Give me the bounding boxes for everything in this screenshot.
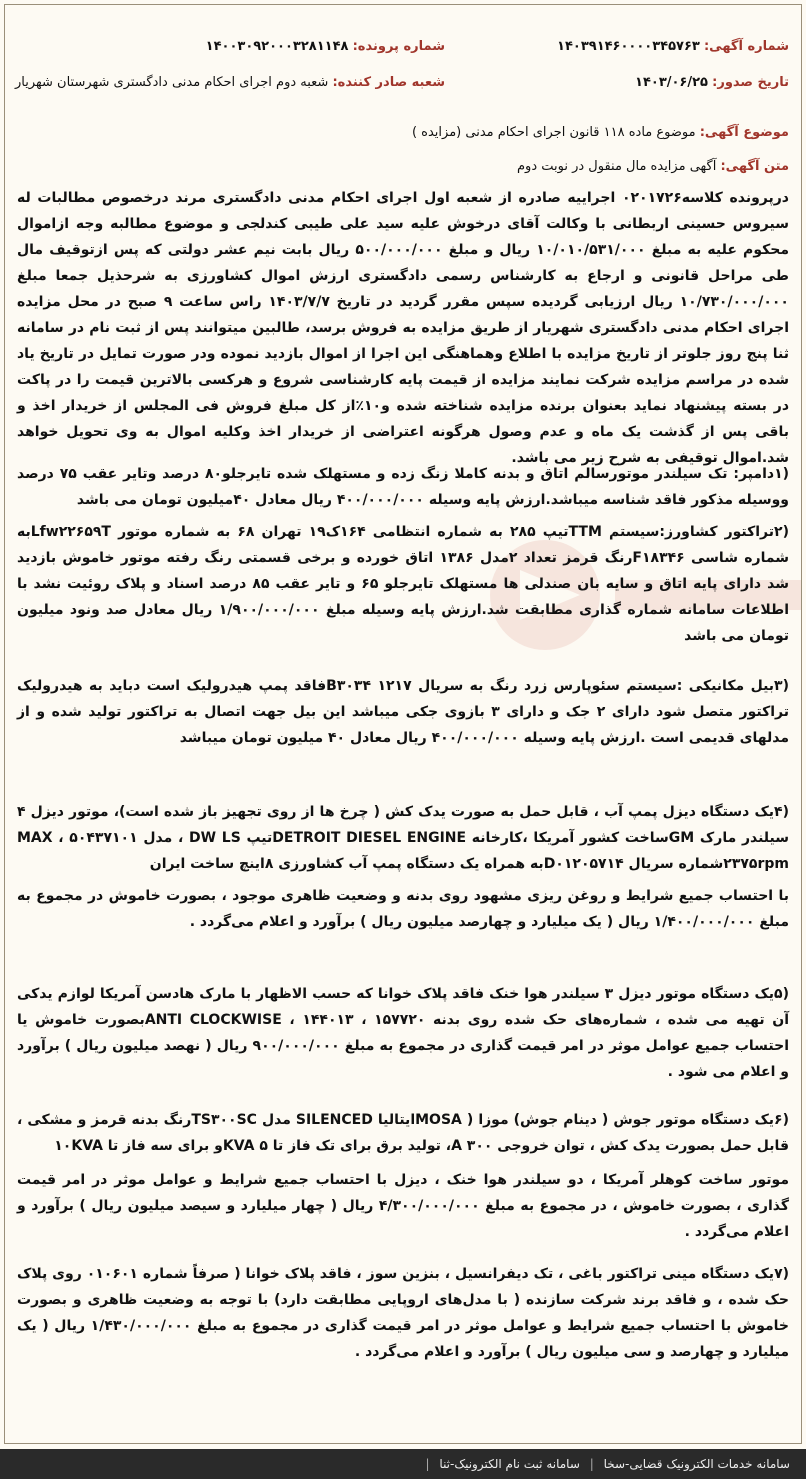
- item-4-paragraph: (۴یک دستگاه دیزل پمپ آب ، قابل حمل به صورت یدک کش ( چرخ ها از روی تجهیز باز شده است)، موتور دیزل ۴ سیلندر مارک GMساخت کشور آمریکا ،کارخانه DETROIT DIESEL ENGINEتیپ DW LS ، مدل MAX ، ۵۰۴۳۷۱۰۱ ۲۳۷۵rpmشماره سریال D۰۱۲۰۵۷۱۴به همراه یک دستگاه پمپ آب کشاورزی ۸اینچ ساخت ایران: [17, 804, 790, 872]
- issue-date-row: [635, 75, 789, 90]
- subject-label: موضوع آگهی:: [699, 125, 789, 140]
- issue-date-label: تاریخ صدور:: [712, 75, 789, 90]
- case-number-label: شماره پرونده:: [352, 39, 445, 54]
- body-title-label: متن آگهی:: [720, 159, 789, 174]
- item-2-paragraph: (۲تراکتور کشاورز:سیستم TTMتیپ ۲۸۵ به شماره انتظامی ۱۶۴ک۱۹ تهران ۶۸ به شماره موتور Lfw۲۲۶۵۹Tبه شماره شاسی F۱۸۳۴۶رنگ قرمز تعداد ۲مدل ۱۳۸۶ اتاق خورده و برخی قسمتی رنگ رفته موتور خاموش بازدید شد دارای پایه اتاق و سایه بان صندلی ها مستهلک تایرجلو ۶۵ و تایر عقب ۸۵ درصد اسناد و پلاک روئیت نشد با اطلاعات سامانه شماره گذاری مطابقت شد.ارزش پایه وسیله مبلغ ۱/۹۰۰/۰۰۰/۰۰۰ ریال معادل صد ونود میلیون تومان می باشد: [17, 524, 790, 644]
- ad-number-label: شماره آگهی:: [703, 39, 789, 54]
- item-1-paragraph: (۱دامپر: تک سیلندر موتورسالم اتاق و بدنه کاملا زنگ زده و مستهلک شده تایرجلو۸۰ درصد وتایر عقب ۷۵ درصد ووسیله مذکور فاقد شناسه میباشد.ارزش پایه وسیله ۴۰۰/۰۰۰/۰۰۰ ریال معادل ۴۰میلیون تومان می باشد: [17, 466, 790, 508]
- footer-separator: |: [589, 1457, 594, 1471]
- issuer-label: شعبه صادر کننده:: [332, 75, 445, 90]
- issue-date-value: ۱۴۰۳/۰۶/۲۵: [635, 75, 708, 90]
- item-6-paragraph: (۶یک دستگاه موتور جوش ( دینام جوش) موزا ( MOSAایتالیا SILENCED مدل TS۳۰۰SCرنگ بدنه قرمز و مشکی ، قابل حمل بصورت یدک کش ، توان خروجی ۳۰۰ A، تولید برق برای تک فاز تا ۵ KVAو برای سه فاز تا ۱۰KVA: [17, 1112, 789, 1154]
- issuer-value: شعبه دوم اجرای احکام مدنی دادگستری شهرستان شهریار: [15, 75, 329, 90]
- subject-row: [412, 125, 789, 140]
- body-title-row: [517, 159, 789, 174]
- subject-value: موضوع ماده ۱۱۸ قانون اجرای احکام مدنی (مزایده ): [411, 125, 696, 140]
- body-title-value: آگهی مزایده مال منقول در نوبت دوم: [517, 159, 717, 174]
- item-3-paragraph: (۳بیل مکانیکی :سیستم سئوپارس زرد رنگ به سریال B۳۰۳۴ ۱۲۱۷فاقد پمپ هیدرولیک است دباید به هیدرولیک تراکتور متصل شود دارای ۲ جک و دارای ۳ بازوی جکی میباشد این بیل جهت اتصال به تراکتور تولید شده و از مدلهای قدیمی است .ارزش پایه وسیله ۴۰۰/۰۰۰/۰۰۰ ریال معادل ۴۰ میلیون تومان میباشد: [17, 678, 790, 746]
- intro-paragraph: درپرونده کلاسه۰۲۰۱۷۲۶ اجراییه صادره از شعبه اول اجرای احکام مدنی دادگستری مرند درخصوص مطالبات له سیروس حسینی اربطانی با وکالت آقای درخوش علیه سید علی طیبی کندلجی و موضوع مطالبه وجه ازاموال محکوم علیه به مبلغ ۱۰/۰۱۰/۵۳۱/۰۰۰ ریال و مبلغ ۵۰۰/۰۰۰/۰۰۰ ریال بابت نیم عشر دولتی که پس ازتوقیف مال طی مراحل قانونی و ارجاع به کارشناس رسمی دادگستری ارزش اموال کشاورزی به شرحذیل جمعا مبلغ ۱۰/۷۳۰/۰۰۰/۰۰۰ ریال ارزیابی گردیده سپس مقرر گردید در تاریخ ۱۴۰۳/۷/۷ راس ساعت ۹ صبح در محل مزایده اجرای احکام مدنی دادگستری شهریار از طریق مزایده به فروش برسد، طالبین میتوانند پس از ثبت نام در سامانه ثنا پنج روز جلوتر از تاریخ مزایده با اطلاع وهماهنگی این اجرا از اموال بازدید نموده ودر صورت تمایل در تاریخ یاد شده در مراسم مزایده شرکت نمایند مزایده از قیمت پایه کارشناسی شروع و هرکسی بالاترین قیمت را در پاکت در بسته پیشنهاد نماید بعنوان برنده مزایده شناخته شده و۱۰٪از کل مبلغ فروش فی المجلس از خریدار اخذ و باقی پس از گذشت یک ماه و عدم وصول هرگونه اعتراضی از خریدار اخذ وکلیه اموال به وی تحویل خواهد شد.اموال توقیفی به شرح زیر می باشد.: [17, 190, 790, 466]
- case-number-value: ۱۴۰۰۳۰۹۲۰۰۰۳۲۸۱۱۴۸: [205, 39, 349, 54]
- footer-bar: [0, 1449, 806, 1479]
- item-5-paragraph: (۵یک دستگاه موتور دیزل ۳ سیلندر هوا خنک فاقد پلاک خوانا که حسب الاظهار با مارک هادسن آمریکا لوازم یدکی آن تهیه می شده ، شماره‌های حک شده روی بدنه ۱۵۷۷۲۰ ، ۱۴۴۰۱۳ ، ANTI CLOCKWISEبصورت خاموش یا احتساب جمیع عوامل موثر در امر قیمت گذاری در مجموع به مبلغ ۹۰۰/۰۰۰/۰۰۰ ریال ( نهصد میلیون ریال ) برآورد و اعلام می شود .: [17, 986, 790, 1080]
- ad-number-row: [557, 39, 789, 54]
- footer-link-sana[interactable]: سامانه ثبت نام الکترونیک-ثنا: [439, 1457, 580, 1471]
- issuer-row: [15, 75, 445, 90]
- footer-separator-end: |: [425, 1457, 430, 1471]
- item-6-price-paragraph: موتور ساخت کوهلر آمریکا ، دو سیلندر هوا خنک ، دیزل با احتساب جمیع شرایط و عوامل موثر در امر قیمت گذاری ، بصورت خاموش ، در مجموع به مبلغ ۴/۳۰۰/۰۰۰/۰۰۰ ریال ( چهار میلیارد و سیصد میلیون ریال ) برآورد و اعلام می‌گردد .: [17, 1172, 789, 1240]
- ad-number-value: ۱۴۰۳۹۱۴۶۰۰۰۰۳۴۵۷۶۳: [557, 39, 700, 54]
- item-4-price-paragraph: با احتساب جمیع شرایط و روغن ریزی مشهود روی بدنه و وضعیت ظاهری موجود ، بصورت خاموش در مجموع به مبلغ ۱/۴۰۰/۰۰۰/۰۰۰ ریال ( یک میلیارد و چهارصد میلیون ریال ) برآورد و اعلام می‌گردد .: [17, 888, 789, 930]
- ad-document: [4, 4, 802, 1444]
- item-7-paragraph: (۷یک دستگاه مینی تراکتور باغی ، تک دیفرانسیل ، بنزین سوز ، فاقد پلاک خوانا ( صرفاً شماره ۰۱۰۶۰۱ روی پلاک حک شده ، و فاقد برند شرکت سازنده ( با مدل‌های اروپایی مطابقت دارد) با توجه به وضعیت ظاهری و بصورت خاموش با احتساب جمیع شرایط و عوامل موثر در امر قیمت گذاری در مجموع به مبلغ ۱/۴۳۰/۰۰۰/۰۰۰ ریال ( یک میلیارد و چهارصد و سی میلیون ریال ) برآورد و اعلام می‌گردد .: [17, 1266, 790, 1360]
- footer-link-sakha[interactable]: سامانه خدمات الکترونیک قضایی-سخا: [603, 1457, 790, 1471]
- case-number-row: [206, 39, 445, 54]
